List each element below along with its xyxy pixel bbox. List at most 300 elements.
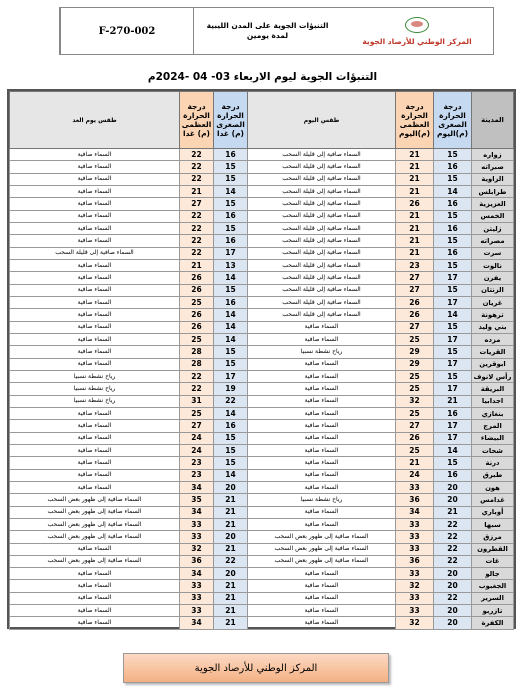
cell-today-weather: السماء صافية bbox=[248, 383, 396, 395]
table-row bbox=[10, 346, 514, 358]
cell-tomorrow-min: 16 bbox=[214, 235, 248, 247]
cell-tomorrow-weather: السماء صافية bbox=[10, 617, 180, 629]
table-row bbox=[10, 321, 514, 333]
cell-tomorrow-min: 14 bbox=[214, 185, 248, 197]
document-title-line2: لمدة يومين bbox=[246, 31, 289, 40]
cell-tomorrow-min: 22 bbox=[214, 395, 248, 407]
cell-today-min: 17 bbox=[434, 333, 472, 345]
cell-tomorrow-max: 28 bbox=[180, 346, 214, 358]
cell-tomorrow-weather: السماء صافية bbox=[10, 444, 180, 456]
cell-city: مرزق bbox=[472, 531, 514, 543]
cell-today-min: 14 bbox=[434, 444, 472, 456]
cell-today-min: 16 bbox=[434, 247, 472, 259]
cell-tomorrow-max: 33 bbox=[180, 580, 214, 592]
cell-tomorrow-max: 22 bbox=[180, 161, 214, 173]
cell-tomorrow-weather: السماء صافية bbox=[10, 235, 180, 247]
cell-today-min: 17 bbox=[434, 272, 472, 284]
cell-today-max: 27 bbox=[396, 420, 434, 432]
cell-city: صبراته bbox=[472, 161, 514, 173]
cell-today-min: 17 bbox=[434, 432, 472, 444]
cell-today-weather: السماء صافية bbox=[248, 457, 396, 469]
cell-tomorrow-max: 33 bbox=[180, 531, 214, 543]
cell-today-max: 26 bbox=[396, 309, 434, 321]
cell-tomorrow-max: 26 bbox=[180, 272, 214, 284]
cell-today-min: 15 bbox=[434, 210, 472, 222]
cell-tomorrow-weather: السماء صافية bbox=[10, 420, 180, 432]
cell-today-weather: السماء صافية إلى قليلة السحب bbox=[248, 173, 396, 185]
table-row bbox=[10, 296, 514, 308]
cell-today-min: 22 bbox=[434, 592, 472, 604]
cell-today-weather: السماء صافية bbox=[248, 568, 396, 580]
cell-tomorrow-max: 33 bbox=[180, 518, 214, 530]
table-row bbox=[10, 518, 514, 530]
cell-today-weather: السماء صافية إلى قليلة السحب bbox=[248, 161, 396, 173]
table-row bbox=[10, 247, 514, 259]
table-row bbox=[10, 222, 514, 234]
cell-city: الجغبوب bbox=[472, 580, 514, 592]
cell-tomorrow-min: 17 bbox=[214, 247, 248, 259]
cell-today-weather: السماء صافية إلى قليلة السحب bbox=[248, 284, 396, 296]
cell-tomorrow-max: 25 bbox=[180, 407, 214, 419]
cell-city: البريقة bbox=[472, 383, 514, 395]
cell-today-weather: السماء صافية bbox=[248, 481, 396, 493]
cell-today-weather: السماء صافية bbox=[248, 358, 396, 370]
cell-city: درنة bbox=[472, 457, 514, 469]
cell-tomorrow-weather: رياح نشطة نسبيا bbox=[10, 395, 180, 407]
cell-tomorrow-min: 15 bbox=[214, 173, 248, 185]
cell-today-min: 22 bbox=[434, 518, 472, 530]
cell-city: هون bbox=[472, 481, 514, 493]
cell-tomorrow-max: 22 bbox=[180, 222, 214, 234]
cell-tomorrow-min: 15 bbox=[214, 358, 248, 370]
cell-today-max: 23 bbox=[396, 259, 434, 271]
cell-today-weather: رياح نشطة نسبيا bbox=[248, 346, 396, 358]
cell-tomorrow-max: 22 bbox=[180, 370, 214, 382]
cell-today-min: 20 bbox=[434, 481, 472, 493]
cell-today-min: 16 bbox=[434, 161, 472, 173]
meteorology-logo-icon bbox=[405, 17, 429, 33]
cell-tomorrow-min: 20 bbox=[214, 481, 248, 493]
cell-tomorrow-max: 27 bbox=[180, 198, 214, 210]
cell-tomorrow-weather: السماء صافية bbox=[10, 457, 180, 469]
cell-tomorrow-weather: السماء صافية bbox=[10, 580, 180, 592]
cell-tomorrow-weather: السماء صافية bbox=[10, 272, 180, 284]
cell-today-min: 22 bbox=[434, 531, 472, 543]
cell-today-weather: السماء صافية bbox=[248, 617, 396, 629]
cell-today-weather: رياح نشطة نسبيا bbox=[248, 494, 396, 506]
table-row bbox=[10, 432, 514, 444]
cell-today-min: 16 bbox=[434, 222, 472, 234]
cell-today-weather: السماء صافية إلى قليلة السحب bbox=[248, 296, 396, 308]
cell-tomorrow-min: 16 bbox=[214, 420, 248, 432]
cell-today-weather: السماء صافية bbox=[248, 395, 396, 407]
cell-today-max: 21 bbox=[396, 149, 434, 161]
cell-tomorrow-min: 17 bbox=[214, 370, 248, 382]
cell-city: القطرون bbox=[472, 543, 514, 555]
cell-today-max: 21 bbox=[396, 222, 434, 234]
cell-tomorrow-min: 14 bbox=[214, 321, 248, 333]
cell-today-weather: السماء صافية إلى قليلة السحب bbox=[248, 198, 396, 210]
cell-tomorrow-weather: السماء صافية إلى ظهور بعض السحب bbox=[10, 518, 180, 530]
cell-city: طبرق bbox=[472, 469, 514, 481]
cell-today-min: 16 bbox=[434, 469, 472, 481]
cell-city: طرابلس bbox=[472, 185, 514, 197]
cell-tomorrow-weather: السماء صافية bbox=[10, 543, 180, 555]
cell-city: شحات bbox=[472, 444, 514, 456]
cell-city: الخمس bbox=[472, 210, 514, 222]
cell-tomorrow-max: 25 bbox=[180, 296, 214, 308]
table-row bbox=[10, 333, 514, 345]
table-row bbox=[10, 506, 514, 518]
table-row bbox=[10, 543, 514, 555]
cell-tomorrow-min: 16 bbox=[214, 296, 248, 308]
col-header-tomorrow-max: درجة الحرارة العظمى (م) غدا bbox=[180, 92, 214, 149]
table-row bbox=[10, 149, 514, 161]
cell-tomorrow-weather: السماء صافية bbox=[10, 309, 180, 321]
cell-today-weather: السماء صافية bbox=[248, 333, 396, 345]
cell-tomorrow-max: 34 bbox=[180, 617, 214, 629]
table-row bbox=[10, 198, 514, 210]
cell-tomorrow-weather: السماء صافية bbox=[10, 284, 180, 296]
cell-today-max: 29 bbox=[396, 346, 434, 358]
col-header-today-max: درجة الحرارة العظمى (م)اليوم bbox=[396, 92, 434, 149]
cell-tomorrow-min: 21 bbox=[214, 518, 248, 530]
cell-city: مصراته bbox=[472, 235, 514, 247]
cell-city: المرج bbox=[472, 420, 514, 432]
cell-today-max: 27 bbox=[396, 272, 434, 284]
cell-tomorrow-max: 36 bbox=[180, 555, 214, 567]
cell-tomorrow-min: 16 bbox=[214, 149, 248, 161]
cell-tomorrow-min: 16 bbox=[214, 210, 248, 222]
cell-today-min: 17 bbox=[434, 383, 472, 395]
cell-tomorrow-weather: السماء صافية إلى ظهور بعض السحب bbox=[10, 494, 180, 506]
cell-today-min: 15 bbox=[434, 149, 472, 161]
cell-tomorrow-weather: السماء صافية إلى ظهور بعض السحب bbox=[10, 531, 180, 543]
table-row bbox=[10, 358, 514, 370]
cell-today-max: 33 bbox=[396, 481, 434, 493]
table-row bbox=[10, 309, 514, 321]
cell-tomorrow-weather: السماء صافية bbox=[10, 568, 180, 580]
cell-tomorrow-weather: السماء صافية bbox=[10, 321, 180, 333]
cell-today-min: 21 bbox=[434, 395, 472, 407]
cell-tomorrow-weather: السماء صافية bbox=[10, 358, 180, 370]
cell-tomorrow-max: 33 bbox=[180, 592, 214, 604]
cell-today-max: 29 bbox=[396, 358, 434, 370]
cell-today-weather: السماء صافية bbox=[248, 592, 396, 604]
cell-tomorrow-weather: رياح نشطة نسبيا bbox=[10, 370, 180, 382]
cell-tomorrow-min: 15 bbox=[214, 346, 248, 358]
table-row bbox=[10, 284, 514, 296]
forecast-table-frame bbox=[7, 89, 516, 629]
cell-today-weather: السماء صافية إلى ظهور بعض السحب bbox=[248, 531, 396, 543]
cell-today-weather: السماء صافية bbox=[248, 420, 396, 432]
table-row bbox=[10, 469, 514, 481]
cell-today-weather: السماء صافية إلى قليلة السحب bbox=[248, 272, 396, 284]
table-row bbox=[10, 617, 514, 629]
cell-tomorrow-weather: السماء صافية bbox=[10, 346, 180, 358]
cell-today-max: 21 bbox=[396, 235, 434, 247]
cell-today-weather: السماء صافية إلى قليلة السحب bbox=[248, 149, 396, 161]
cell-tomorrow-min: 21 bbox=[214, 543, 248, 555]
cell-today-min: 17 bbox=[434, 296, 472, 308]
cell-today-min: 20 bbox=[434, 494, 472, 506]
cell-today-min: 22 bbox=[434, 543, 472, 555]
table-row bbox=[10, 605, 514, 617]
cell-tomorrow-weather: السماء صافية bbox=[10, 605, 180, 617]
cell-today-max: 27 bbox=[396, 321, 434, 333]
table-row bbox=[10, 555, 514, 567]
cell-tomorrow-max: 22 bbox=[180, 149, 214, 161]
cell-today-max: 25 bbox=[396, 333, 434, 345]
col-header-today-weather: طقس اليوم bbox=[248, 92, 396, 149]
cell-city: العزيزية bbox=[472, 198, 514, 210]
table-row bbox=[10, 210, 514, 222]
table-row bbox=[10, 407, 514, 419]
cell-today-max: 32 bbox=[396, 395, 434, 407]
cell-tomorrow-max: 25 bbox=[180, 333, 214, 345]
cell-tomorrow-max: 22 bbox=[180, 210, 214, 222]
cell-tomorrow-min: 14 bbox=[214, 407, 248, 419]
cell-today-min: 16 bbox=[434, 198, 472, 210]
cell-today-max: 25 bbox=[396, 407, 434, 419]
cell-tomorrow-min: 13 bbox=[214, 259, 248, 271]
cell-today-max: 33 bbox=[396, 518, 434, 530]
cell-tomorrow-weather: السماء صافية bbox=[10, 210, 180, 222]
forecast-table bbox=[9, 91, 514, 630]
cell-tomorrow-max: 26 bbox=[180, 284, 214, 296]
cell-today-max: 26 bbox=[396, 296, 434, 308]
cell-today-min: 15 bbox=[434, 346, 472, 358]
cell-today-weather: السماء صافية bbox=[248, 605, 396, 617]
cell-today-max: 21 bbox=[396, 185, 434, 197]
cell-today-max: 21 bbox=[396, 173, 434, 185]
footer-banner: المركز الوطني للأرصاد الجوية bbox=[123, 653, 389, 683]
cell-tomorrow-min: 15 bbox=[214, 284, 248, 296]
center-block bbox=[341, 8, 493, 54]
cell-today-weather: السماء صافية bbox=[248, 518, 396, 530]
cell-today-min: 15 bbox=[434, 284, 472, 296]
cell-today-max: 24 bbox=[396, 469, 434, 481]
cell-tomorrow-weather: السماء صافية bbox=[10, 407, 180, 419]
cell-tomorrow-min: 21 bbox=[214, 605, 248, 617]
cell-today-weather: السماء صافية bbox=[248, 321, 396, 333]
cell-tomorrow-weather: السماء صافية bbox=[10, 296, 180, 308]
cell-tomorrow-weather: السماء صافية bbox=[10, 592, 180, 604]
cell-today-weather: السماء صافية bbox=[248, 432, 396, 444]
cell-tomorrow-weather: السماء صافية bbox=[10, 432, 180, 444]
cell-city: يفرن bbox=[472, 272, 514, 284]
cell-tomorrow-max: 23 bbox=[180, 469, 214, 481]
cell-tomorrow-weather: السماء صافية bbox=[10, 333, 180, 345]
cell-tomorrow-max: 34 bbox=[180, 506, 214, 518]
table-header-row bbox=[10, 92, 514, 149]
table-row bbox=[10, 383, 514, 395]
center-name: المركز الوطني للأرصاد الجوية bbox=[362, 36, 472, 46]
col-header-tomorrow-weather: طقس يوم الغد bbox=[10, 92, 180, 149]
cell-today-weather: السماء صافية إلى قليلة السحب bbox=[248, 309, 396, 321]
cell-tomorrow-max: 22 bbox=[180, 235, 214, 247]
cell-tomorrow-min: 21 bbox=[214, 617, 248, 629]
col-header-today-min: درجة الحرارة الصغرى (م)اليوم bbox=[434, 92, 472, 149]
cell-tomorrow-weather: رياح نشطة نسبيا bbox=[10, 383, 180, 395]
table-row bbox=[10, 420, 514, 432]
cell-tomorrow-min: 21 bbox=[214, 506, 248, 518]
cell-today-max: 34 bbox=[396, 506, 434, 518]
cell-today-max: 33 bbox=[396, 568, 434, 580]
cell-city: بني وليد bbox=[472, 321, 514, 333]
cell-tomorrow-min: 14 bbox=[214, 469, 248, 481]
table-row bbox=[10, 259, 514, 271]
cell-tomorrow-weather: السماء صافية bbox=[10, 469, 180, 481]
cell-today-max: 33 bbox=[396, 592, 434, 604]
cell-tomorrow-weather: السماء صافية bbox=[10, 149, 180, 161]
cell-today-weather: السماء صافية إلى قليلة السحب bbox=[248, 235, 396, 247]
table-row bbox=[10, 444, 514, 456]
cell-tomorrow-min: 22 bbox=[214, 555, 248, 567]
cell-city: غريان bbox=[472, 296, 514, 308]
cell-today-weather: السماء صافية إلى قليلة السحب bbox=[248, 259, 396, 271]
table-row bbox=[10, 580, 514, 592]
cell-today-weather: السماء صافية إلى قليلة السحب bbox=[248, 222, 396, 234]
cell-today-weather: السماء صافية bbox=[248, 444, 396, 456]
cell-today-weather: السماء صافية bbox=[248, 506, 396, 518]
cell-tomorrow-max: 35 bbox=[180, 494, 214, 506]
cell-city: بنغازي bbox=[472, 407, 514, 419]
cell-tomorrow-max: 24 bbox=[180, 444, 214, 456]
cell-city: سبها bbox=[472, 518, 514, 530]
document-title bbox=[193, 8, 341, 54]
cell-city: الكفرة bbox=[472, 617, 514, 629]
cell-city: ابوقرين bbox=[472, 358, 514, 370]
cell-today-min: 20 bbox=[434, 605, 472, 617]
cell-tomorrow-weather: السماء صافية إلى ظهور بعض السحب bbox=[10, 506, 180, 518]
cell-today-weather: السماء صافية bbox=[248, 469, 396, 481]
cell-city: الزنتان bbox=[472, 284, 514, 296]
cell-city: جالو bbox=[472, 568, 514, 580]
cell-today-max: 25 bbox=[396, 444, 434, 456]
table-row bbox=[10, 185, 514, 197]
cell-today-min: 20 bbox=[434, 568, 472, 580]
cell-city: أوباري bbox=[472, 506, 514, 518]
cell-tomorrow-max: 26 bbox=[180, 321, 214, 333]
cell-today-weather: السماء صافية إلى قليلة السحب bbox=[248, 210, 396, 222]
table-row bbox=[10, 481, 514, 493]
cell-tomorrow-max: 23 bbox=[180, 457, 214, 469]
cell-city: رأس لانوف bbox=[472, 370, 514, 382]
cell-city: ترهونة bbox=[472, 309, 514, 321]
cell-tomorrow-weather: السماء صافية إلى ظهور بعض السحب bbox=[10, 555, 180, 567]
table-row bbox=[10, 161, 514, 173]
cell-today-min: 15 bbox=[434, 235, 472, 247]
cell-city: نالوت bbox=[472, 259, 514, 271]
cell-tomorrow-max: 26 bbox=[180, 309, 214, 321]
cell-tomorrow-max: 27 bbox=[180, 420, 214, 432]
cell-today-max: 21 bbox=[396, 457, 434, 469]
cell-tomorrow-min: 15 bbox=[214, 222, 248, 234]
cell-tomorrow-min: 14 bbox=[214, 309, 248, 321]
cell-city: البيضاء bbox=[472, 432, 514, 444]
cell-city: القريات bbox=[472, 346, 514, 358]
cell-today-weather: السماء صافية إلى قليلة السحب bbox=[248, 185, 396, 197]
cell-today-min: 17 bbox=[434, 358, 472, 370]
cell-tomorrow-weather: السماء صافية bbox=[10, 198, 180, 210]
cell-today-max: 21 bbox=[396, 161, 434, 173]
cell-tomorrow-min: 14 bbox=[214, 272, 248, 284]
cell-today-max: 36 bbox=[396, 494, 434, 506]
cell-today-min: 17 bbox=[434, 420, 472, 432]
cell-today-max: 26 bbox=[396, 198, 434, 210]
cell-tomorrow-max: 24 bbox=[180, 432, 214, 444]
cell-today-min: 15 bbox=[434, 457, 472, 469]
table-row bbox=[10, 173, 514, 185]
cell-tomorrow-min: 15 bbox=[214, 198, 248, 210]
document-code: F-270-002 bbox=[60, 8, 193, 54]
cell-tomorrow-max: 34 bbox=[180, 568, 214, 580]
cell-today-weather: السماء صافية bbox=[248, 370, 396, 382]
cell-city: زواره bbox=[472, 149, 514, 161]
table-row bbox=[10, 592, 514, 604]
cell-tomorrow-min: 21 bbox=[214, 592, 248, 604]
cell-today-max: 33 bbox=[396, 531, 434, 543]
cell-today-min: 20 bbox=[434, 617, 472, 629]
cell-tomorrow-weather: السماء صافية bbox=[10, 259, 180, 271]
cell-tomorrow-max: 28 bbox=[180, 358, 214, 370]
cell-tomorrow-min: 15 bbox=[214, 457, 248, 469]
table-row bbox=[10, 272, 514, 284]
cell-city: اجدابيا bbox=[472, 395, 514, 407]
cell-city: غدامس bbox=[472, 494, 514, 506]
table-row bbox=[10, 235, 514, 247]
cell-tomorrow-max: 34 bbox=[180, 481, 214, 493]
cell-today-min: 15 bbox=[434, 370, 472, 382]
cell-today-min: 22 bbox=[434, 555, 472, 567]
cell-city: تازربو bbox=[472, 605, 514, 617]
table-row bbox=[10, 457, 514, 469]
cell-today-max: 27 bbox=[396, 284, 434, 296]
cell-today-weather: السماء صافية إلى ظهور بعض السحب bbox=[248, 555, 396, 567]
cell-today-max: 32 bbox=[396, 617, 434, 629]
cell-today-max: 36 bbox=[396, 555, 434, 567]
cell-tomorrow-min: 15 bbox=[214, 432, 248, 444]
cell-city: مزده bbox=[472, 333, 514, 345]
cell-today-max: 25 bbox=[396, 370, 434, 382]
cell-today-weather: السماء صافية bbox=[248, 580, 396, 592]
document-title-line1: التنبؤات الجوية على المدن الليبية bbox=[206, 21, 329, 30]
cell-city: السرير bbox=[472, 592, 514, 604]
cell-tomorrow-min: 14 bbox=[214, 333, 248, 345]
cell-today-min: 14 bbox=[434, 309, 472, 321]
cell-today-weather: السماء صافية إلى ظهور بعض السحب bbox=[248, 543, 396, 555]
cell-today-max: 25 bbox=[396, 383, 434, 395]
cell-tomorrow-weather: السماء صافية bbox=[10, 161, 180, 173]
cell-today-weather: السماء صافية bbox=[248, 407, 396, 419]
cell-tomorrow-max: 22 bbox=[180, 173, 214, 185]
cell-tomorrow-weather: السماء صافية bbox=[10, 173, 180, 185]
cell-tomorrow-min: 21 bbox=[214, 494, 248, 506]
cell-city: الزاوية bbox=[472, 173, 514, 185]
table-row bbox=[10, 395, 514, 407]
cell-today-max: 32 bbox=[396, 580, 434, 592]
cell-tomorrow-weather: السماء صافية bbox=[10, 185, 180, 197]
cell-city: زليتن bbox=[472, 222, 514, 234]
cell-tomorrow-min: 20 bbox=[214, 568, 248, 580]
cell-today-min: 15 bbox=[434, 173, 472, 185]
cell-tomorrow-weather: السماء صافية bbox=[10, 222, 180, 234]
table-row bbox=[10, 370, 514, 382]
cell-tomorrow-max: 31 bbox=[180, 395, 214, 407]
cell-today-max: 21 bbox=[396, 247, 434, 259]
cell-today-min: 14 bbox=[434, 185, 472, 197]
